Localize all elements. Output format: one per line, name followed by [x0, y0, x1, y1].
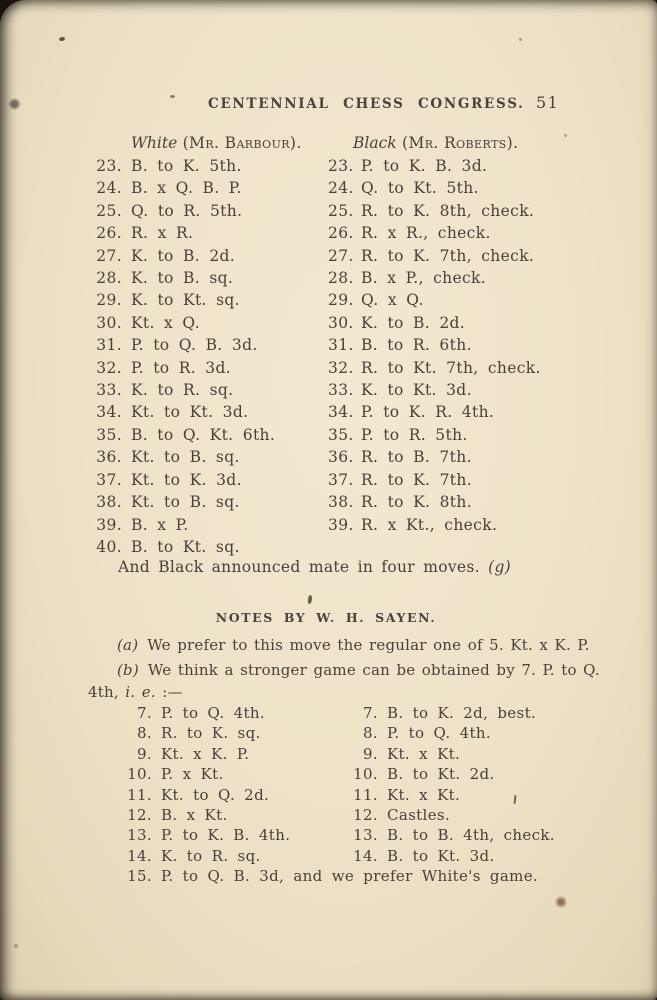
black-move-number: 14.	[353, 846, 378, 865]
white-move-text: P. to K. B. 4th.	[161, 826, 291, 845]
foxing-spot	[555, 896, 567, 908]
white-move-text: Kt. to B. sq.	[131, 448, 240, 467]
white-move-number: 36.	[96, 448, 122, 467]
white-move-number: 34.	[96, 403, 122, 422]
black-column-header	[353, 134, 518, 152]
move-row	[94, 424, 639, 446]
white-move-text: Kt. to K. 3d.	[131, 470, 242, 489]
black-move-number: 37.	[328, 470, 354, 489]
white-move-text: Kt. to Kt. 3d.	[131, 403, 249, 422]
black-move-text: P. to R. 5th.	[361, 425, 468, 444]
white-move-text: R. to K. sq.	[161, 724, 261, 743]
black-move-number: 33.	[328, 381, 354, 400]
white-move-number: 37.	[96, 470, 122, 489]
white-column-header	[131, 134, 302, 152]
black-move-number: 10.	[353, 765, 378, 784]
white-move-number: 29.	[96, 291, 122, 310]
black-move-text: B. to K. 2d, best.	[387, 704, 537, 722]
note-b-text2: 4th,	[88, 683, 126, 701]
white-move-text: P. to Q. 4th.	[161, 704, 266, 722]
move-row	[94, 379, 639, 401]
white-label: White	[131, 134, 178, 152]
black-move-number: 12.	[353, 806, 378, 825]
white-move-number: 35.	[96, 425, 122, 444]
black-move-number: 27.	[328, 246, 354, 265]
black-move-number: 26.	[328, 224, 354, 243]
white-move-text: B. to Kt. sq.	[131, 537, 240, 556]
white-move-text: K. to Kt. sq.	[131, 291, 240, 310]
black-move-number: 31.	[328, 336, 354, 355]
white-move-number: 13.	[127, 826, 152, 845]
black-move-number: 13.	[353, 826, 378, 845]
white-move-number: 8.	[136, 724, 152, 743]
move-row	[94, 222, 639, 244]
note-b-text3: :—	[155, 683, 183, 701]
move-row	[94, 245, 639, 267]
black-move-text: P. to K. R. 4th.	[361, 403, 495, 422]
black-move-number: 36.	[328, 448, 354, 467]
move-row	[94, 514, 639, 536]
white-move-number: 9.	[136, 744, 152, 763]
white-move-number: 24.	[96, 179, 122, 198]
black-move-number: 24.	[328, 179, 354, 198]
black-move-text: K. to Kt. 3d.	[361, 381, 472, 400]
notes-heading: NOTES BY W. H. SAYEN.	[215, 610, 437, 625]
black-move-number: 28.	[328, 269, 354, 288]
white-move-text: P. x Kt.	[161, 765, 224, 784]
white-move-number: 23.	[96, 157, 122, 175]
foxing-spot	[519, 38, 522, 41]
black-move-text: R. x R., check.	[361, 224, 491, 243]
black-move-number: 32.	[328, 358, 354, 377]
black-move-text: B. to Kt. 2d.	[387, 765, 495, 784]
move-row	[94, 446, 639, 468]
black-move-text: Q. x Q.	[361, 291, 424, 310]
black-move-text: Castles.	[387, 806, 451, 825]
move-row	[94, 312, 639, 334]
white-move-number: 27.	[96, 246, 122, 265]
main-move-list	[94, 155, 639, 558]
black-move-number: 8.	[362, 724, 378, 743]
page-title: CENTENNIAL CHESS CONGRESS.	[208, 96, 525, 112]
white-move-text: K. to R. sq.	[131, 381, 234, 400]
black-move-number: 23.	[328, 157, 354, 175]
white-move-text: Q. to R. 5th.	[131, 201, 243, 220]
black-move-text: R. to K. 7th.	[361, 470, 472, 489]
white-move-text: B. x Q. B. P.	[131, 179, 242, 198]
white-move-text: K. to B. 2d.	[131, 246, 236, 265]
variation-move-row	[116, 744, 657, 764]
black-move-text: P. to Q. 4th.	[387, 724, 492, 743]
page-number: 51	[536, 93, 560, 112]
move-row	[94, 267, 639, 289]
white-move-number: 32.	[96, 358, 122, 377]
white-move-number: 40.	[96, 537, 122, 556]
white-move-number: 11.	[127, 785, 152, 804]
black-move-number: 25.	[328, 201, 354, 220]
variation-move-list	[116, 703, 657, 887]
white-move-number: 33.	[96, 381, 122, 400]
mate-text: And Black announced mate in four moves.	[118, 558, 489, 576]
mate-announcement	[118, 558, 511, 576]
note-a	[88, 636, 590, 654]
black-player-name: (Mr. Roberts).	[396, 134, 519, 152]
variation-move-row	[116, 785, 657, 805]
move-row	[94, 401, 639, 423]
black-move-number: 29.	[328, 291, 354, 310]
foxing-spot	[14, 944, 18, 948]
white-move-text: B. x P.	[131, 515, 189, 534]
foxing-spot	[8, 98, 21, 110]
black-move-text: R. to K. 8th, check.	[361, 201, 535, 220]
white-move-number: 38.	[96, 493, 122, 512]
foxing-spot	[170, 95, 175, 98]
white-move-text: Kt. to B. sq.	[131, 493, 240, 512]
move-row	[94, 357, 639, 379]
note-b-label: (b)	[117, 661, 139, 679]
black-move-text: B. to Kt. 3d.	[387, 846, 495, 865]
white-move-number: 10.	[127, 765, 152, 784]
black-move-text: P. to K. B. 3d.	[361, 157, 488, 175]
move-row	[94, 177, 639, 199]
foxing-spot	[59, 36, 66, 41]
white-move-number: 14.	[127, 846, 152, 865]
black-move-text: B. to R. 6th.	[361, 336, 472, 355]
white-move-text: B. to K. 5th.	[131, 157, 242, 175]
white-player-name: (Mr. Barbour).	[177, 134, 302, 152]
black-move-number: 38.	[328, 493, 354, 512]
note-b-line1	[88, 661, 600, 679]
move-row	[94, 469, 639, 491]
white-move-text: Kt. x K. P.	[161, 744, 250, 763]
black-move-text: B. to B. 4th, check.	[387, 826, 555, 845]
white-move-text: K. to B. sq.	[131, 269, 234, 288]
white-move-number: 31.	[96, 336, 122, 355]
black-move-number: 30.	[328, 313, 354, 332]
black-move-number: 7.	[362, 704, 378, 722]
white-move-number: 15.	[127, 867, 152, 886]
move-row	[94, 536, 639, 558]
note-a-text: We prefer to this move the regular one of 5. Kt. x K. P.	[147, 636, 590, 654]
white-move-text: P. to R. 3d.	[131, 358, 232, 377]
white-move-number: 12.	[127, 806, 152, 825]
white-move-number: 30.	[96, 313, 122, 332]
black-move-number: 39.	[328, 515, 354, 534]
black-move-text: R. to Kt. 7th, check.	[361, 358, 541, 377]
black-move-number: 35.	[328, 425, 354, 444]
note-a-label: (a)	[117, 636, 139, 654]
black-move-text: K. to B. 2d.	[361, 313, 466, 332]
black-move-text: R. x Kt., check.	[361, 515, 498, 534]
white-move-number: 25.	[96, 201, 122, 220]
black-move-text: Kt. x Kt.	[387, 744, 461, 763]
white-move-text: K. to R. sq.	[161, 846, 261, 865]
black-move-text: Q. to Kt. 5th.	[361, 179, 479, 198]
white-move-text: P. to Q. B. 3d.	[131, 336, 258, 355]
variation-move-row	[116, 805, 657, 825]
white-move-number: 26.	[96, 224, 122, 243]
move-row	[94, 289, 639, 311]
move-row	[94, 334, 639, 356]
white-move-text: P. to Q. B. 3d, and we prefer White's game.	[161, 867, 539, 886]
note-b-italic: i. e.	[125, 683, 156, 701]
black-move-number: 9.	[362, 744, 378, 763]
variation-move-row	[116, 723, 657, 743]
black-move-text: R. to K. 7th, check.	[361, 246, 535, 265]
variation-move-row	[116, 825, 657, 845]
white-move-text: Kt. to Q. 2d.	[161, 785, 270, 804]
white-move-text: R. x R.	[131, 224, 194, 243]
white-move-text: B. x Kt.	[161, 806, 228, 825]
note-b-line2	[88, 683, 183, 701]
variation-move-row	[116, 703, 657, 723]
note-reference-g: (g)	[488, 558, 512, 576]
white-move-number: 39.	[96, 515, 122, 534]
move-row	[94, 155, 639, 177]
black-move-text: B. x P., check.	[361, 269, 487, 288]
black-move-text: R. to B. 7th.	[361, 448, 472, 467]
move-row	[94, 491, 639, 513]
foxing-spot	[564, 134, 567, 137]
white-move-number: 7.	[136, 704, 152, 722]
ink-mark	[307, 595, 313, 605]
variation-move-row	[116, 866, 657, 886]
white-move-number: 28.	[96, 269, 122, 288]
white-move-text: Kt. x Q.	[131, 313, 200, 332]
black-move-number: 11.	[353, 785, 378, 804]
black-label: Black	[353, 134, 397, 152]
note-b-text1: We think a stronger game can be obtained by 7. P. to Q.	[147, 661, 600, 679]
white-move-text: B. to Q. Kt. 6th.	[131, 425, 276, 444]
black-move-text: R. to K. 8th.	[361, 493, 472, 512]
running-head	[0, 93, 657, 116]
variation-move-row	[116, 846, 657, 866]
black-move-number: 34.	[328, 403, 354, 422]
variation-move-row	[116, 764, 657, 784]
black-move-text: Kt. x Kt.	[387, 785, 461, 804]
move-row	[94, 200, 639, 222]
